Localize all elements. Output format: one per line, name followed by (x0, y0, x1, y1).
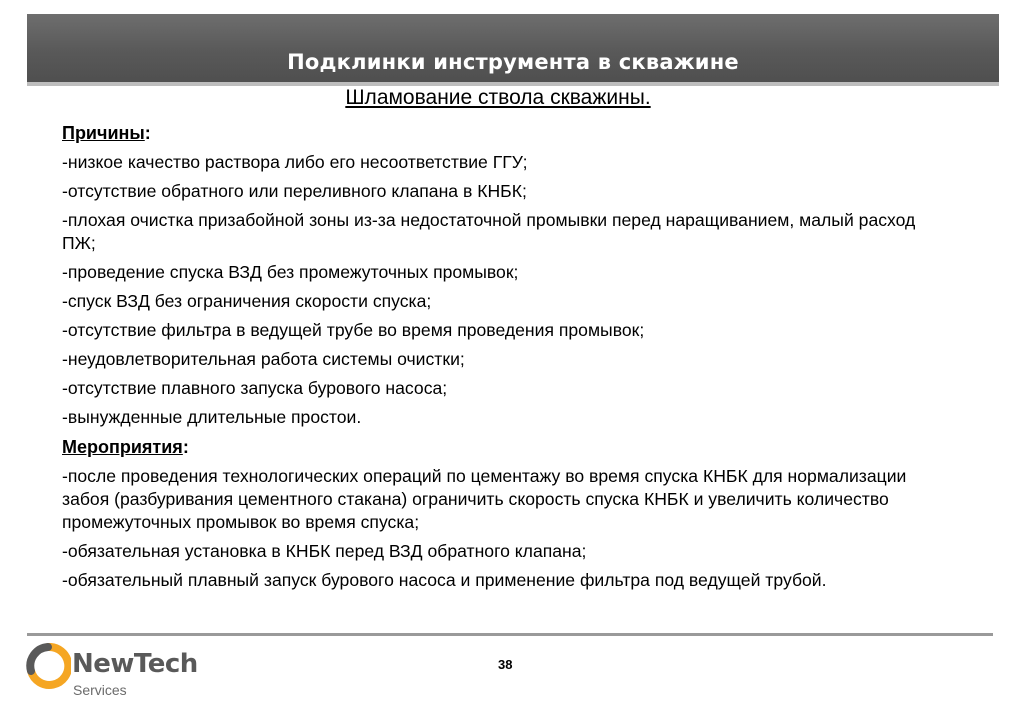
cause-item: -неудовлетворительная работа системы очистки; (62, 349, 465, 369)
causes-heading (62, 122, 942, 145)
cause-item: -отсутствие обратного или переливного клапана в КНБК; (62, 181, 527, 201)
slide-subtitle: Шламование ствола скважины. (345, 86, 651, 109)
slide-title: Подклинки инструмента в скважине (287, 50, 739, 74)
company-logo (25, 643, 198, 701)
page-number: 38 (498, 657, 513, 672)
slide-content (62, 122, 942, 598)
logo-sub-text: Services (73, 682, 127, 698)
measures-heading-colon: : (182, 437, 189, 457)
measure-item: -обязательная установка в КНБК перед ВЗД обратного клапана; (62, 541, 587, 561)
measures-heading (62, 436, 942, 459)
measure-item: -после проведения технологических операций по цементажу во время спуска КНБК для нормализации забоя (разбуривания цементного стакана) ограничить скорость спуска КНБК и увеличить количество промежуточных промывок во время спуска; (62, 466, 907, 532)
causes-heading-text: Причины (62, 123, 145, 143)
logo-brand-text: NewTech (72, 649, 198, 679)
measures-heading-text: Мероприятия (62, 437, 183, 457)
cause-item: -плохая очистка призабойной зоны из-за недостаточной промывки перед наращиванием, малый расход ПЖ; (62, 210, 916, 253)
cause-item: -низкое качество раствора либо его несоответствие ГГУ; (62, 152, 528, 172)
cause-item: -отсутствие фильтра в ведущей трубе во время проведения промывок; (62, 320, 645, 340)
cause-item: -спуск ВЗД без ограничения скорости спуска; (62, 291, 432, 311)
newtech-logo-icon (25, 643, 71, 689)
title-bar (27, 14, 999, 86)
cause-item: -проведение спуска ВЗД без промежуточных промывок; (62, 262, 519, 282)
cause-item: -отсутствие плавного запуска бурового насоса; (62, 378, 448, 398)
footer-divider (27, 633, 993, 636)
causes-heading-colon: : (144, 123, 151, 143)
measure-item: -обязательный плавный запуск бурового насоса и применение фильтра под ведущей трубой. (62, 570, 827, 590)
cause-item: -вынужденные длительные простои. (62, 407, 362, 427)
